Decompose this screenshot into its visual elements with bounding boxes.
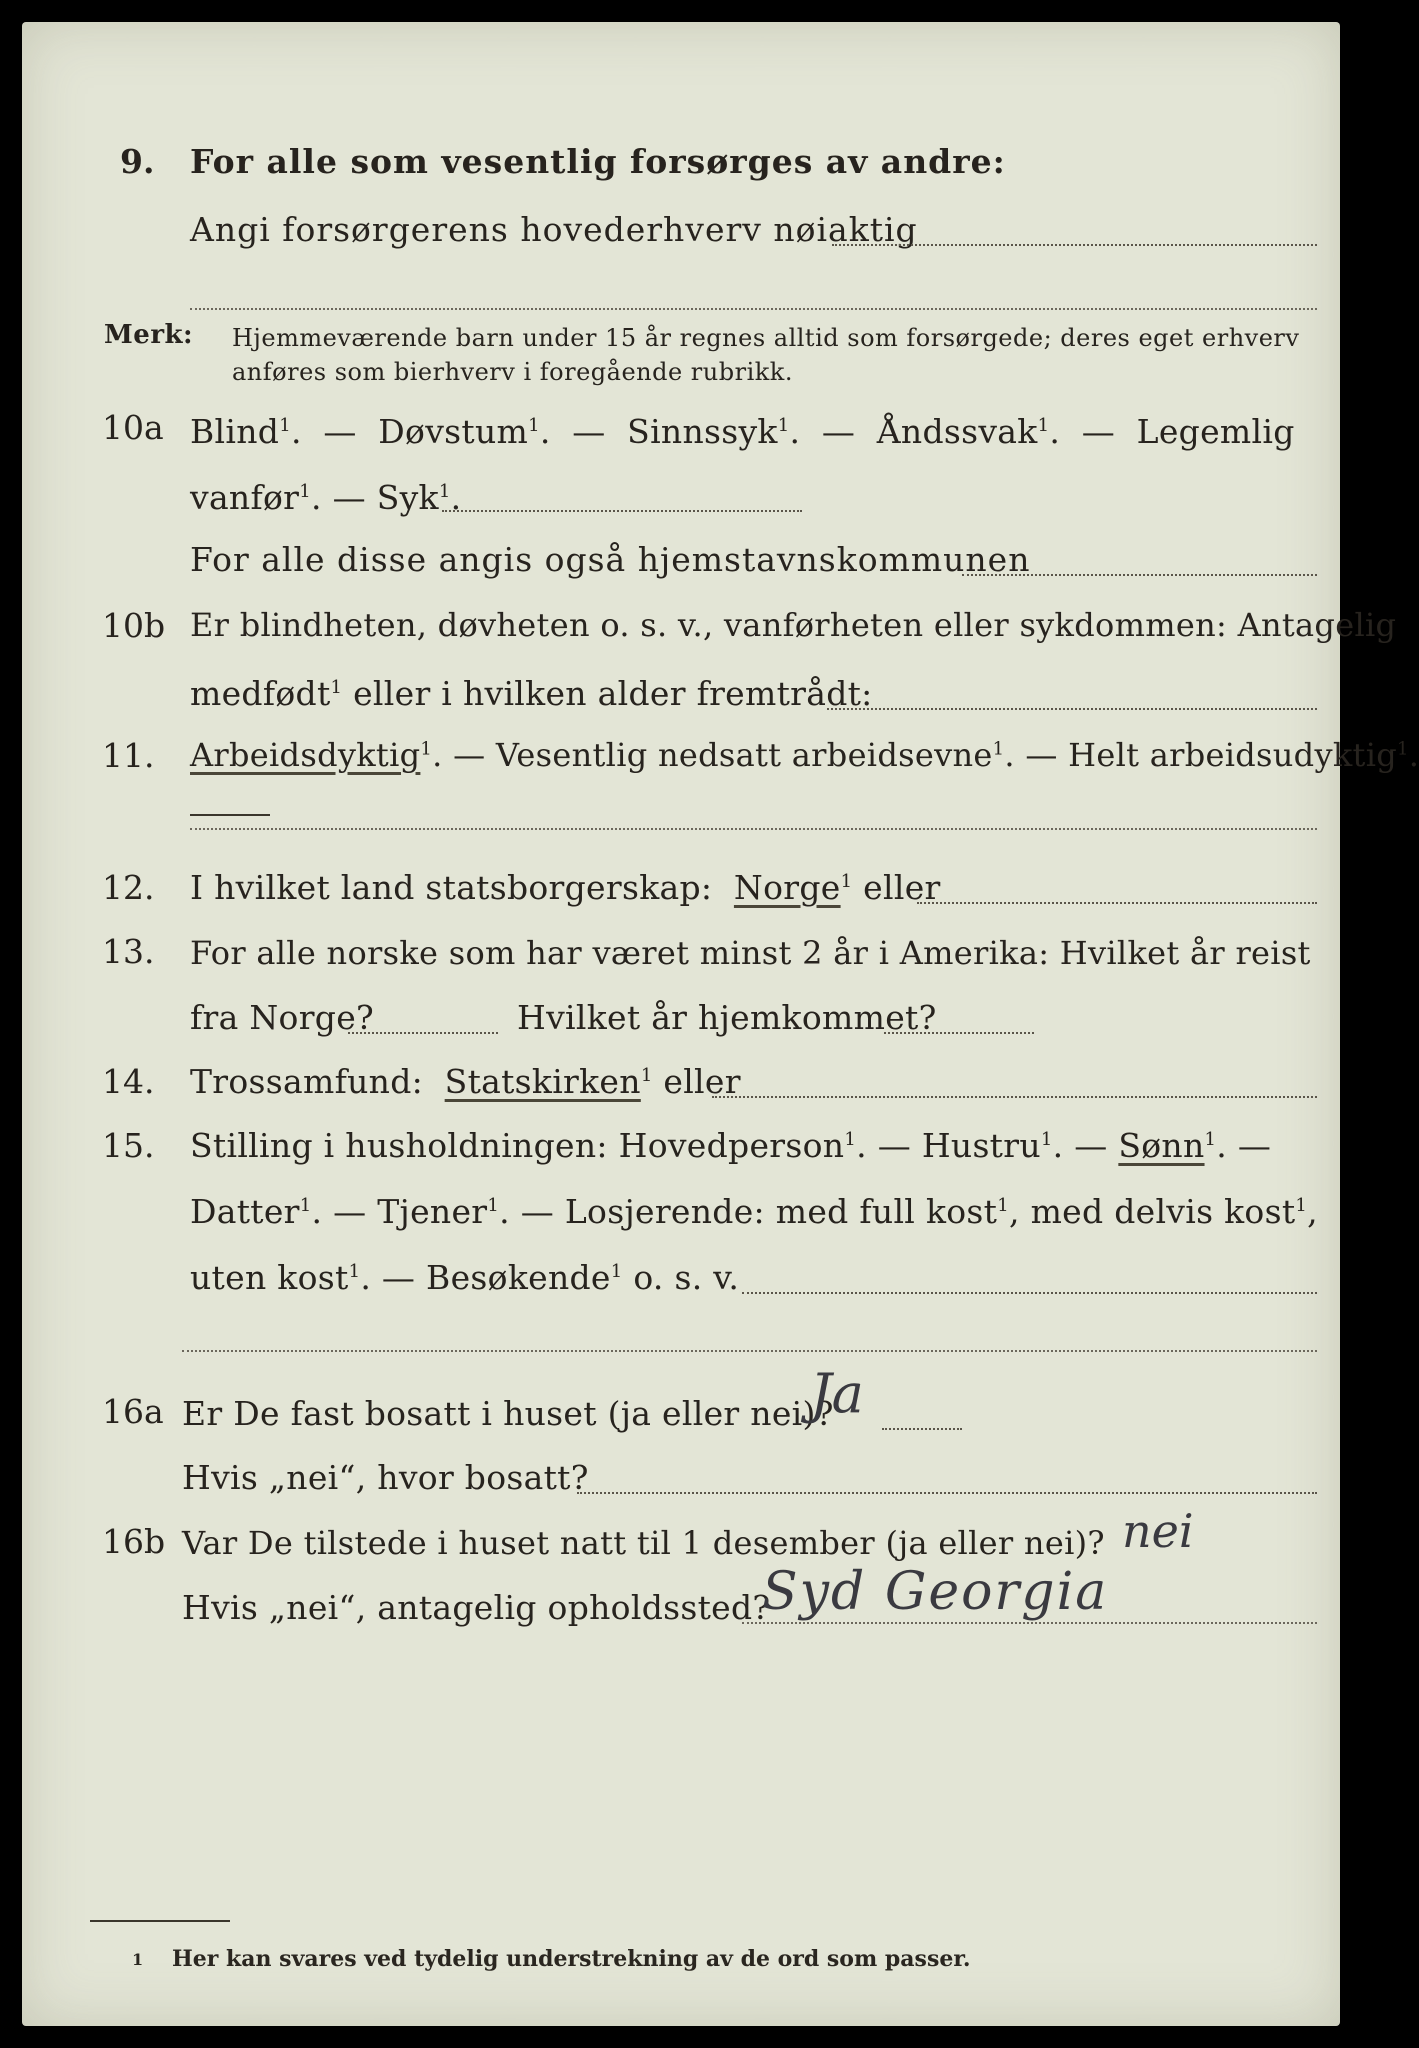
footnote-mark: 1 bbox=[132, 1950, 144, 1969]
q9-line1: For alle som vesentlig forsørges av andre: bbox=[190, 142, 1006, 181]
q10a-line1: Blind$^1$. — Døvstum$^1$. — Sinnssyk$^1$. — Åndssvak$^1$. — Legemlig bbox=[190, 412, 1295, 451]
q11-line: Arbeidsdyktig$^1$. — Vesentlig nedsatt arbeidsevne$^1$. — Helt arbeidsudyktig$^1$. bbox=[190, 736, 1419, 774]
q11-short-rule bbox=[190, 814, 270, 816]
q15-answer-line[interactable] bbox=[182, 1350, 1317, 1352]
q16b-handwritten-answer1: nei bbox=[1122, 1504, 1194, 1558]
q11-number: 11. bbox=[102, 736, 155, 775]
q13-line2b: Hvilket år hjemkommet? bbox=[517, 998, 937, 1037]
q10b-number: 10b bbox=[102, 606, 166, 645]
q9-answer-line[interactable] bbox=[190, 308, 1317, 310]
q12-fill-line[interactable] bbox=[917, 902, 1317, 904]
q13-hjemkommet-line[interactable] bbox=[884, 1032, 1034, 1034]
q10b-fill-line[interactable] bbox=[827, 708, 1317, 710]
q13-line2a: fra Norge? bbox=[190, 998, 375, 1037]
q10b-line2: medfødt$^1$ eller i hvilken alder fremtrådt: bbox=[190, 674, 873, 713]
q16b-line1: Var De tilstede i huset natt til 1 desember (ja eller nei)? bbox=[182, 1524, 1105, 1562]
q14-fill-line[interactable] bbox=[712, 1096, 1317, 1098]
q9-fill-line[interactable] bbox=[832, 244, 1317, 246]
q16b-line2: Hvis „nei“, antagelig opholdssted? bbox=[182, 1588, 771, 1627]
q16a-line2: Hvis „nei“, hvor bosatt? bbox=[182, 1458, 589, 1497]
merk-label: Merk: bbox=[104, 320, 194, 350]
q15-fill-line[interactable] bbox=[742, 1292, 1317, 1294]
q14-number: 14. bbox=[102, 1062, 155, 1101]
q9-line2: Angi forsørgerens hovederhverv nøiaktig bbox=[190, 210, 918, 249]
q13-number: 13. bbox=[102, 932, 155, 971]
q10a-number: 10a bbox=[102, 408, 164, 447]
q10a-hjemstavn-line[interactable] bbox=[962, 574, 1317, 576]
q13-reist-line[interactable] bbox=[348, 1032, 498, 1034]
q14-line: Trossamfund: Statskirken$^1$ eller bbox=[190, 1062, 741, 1101]
q15-line1: Stilling i husholdningen: Hovedperson$^1$. — Hustru$^1$. — Sønn$^1$. — bbox=[190, 1126, 1272, 1165]
merk-line2: anføres som bierhverv i foregående rubrikk. bbox=[232, 358, 793, 386]
q16a-number: 16a bbox=[102, 1392, 164, 1431]
q10b-line1: Er blindheten, døvheten o. s. v., vanførheten eller sykdommen: Antagelig bbox=[190, 606, 1397, 644]
q9-number: 9. bbox=[120, 142, 155, 181]
q10a-line3: For alle disse angis også hjemstavnskommunen bbox=[190, 540, 1031, 579]
q10a-fill-line[interactable] bbox=[442, 510, 802, 512]
footnote-rule bbox=[90, 1920, 230, 1922]
q15-line3: uten kost$^1$. — Besøkende$^1$ o. s. v. bbox=[190, 1258, 740, 1297]
q10a-line2: vanfør$^1$. — Syk$^1$. bbox=[190, 478, 462, 517]
q15-number: 15. bbox=[102, 1126, 155, 1165]
q12-number: 12. bbox=[102, 868, 155, 907]
footnote-text: Her kan svares ved tydelig understrekning av de ord som passer. bbox=[172, 1946, 971, 1972]
q12-line: I hvilket land statsborgerskap: Norge$^1$ eller bbox=[190, 868, 941, 907]
q16a-bosatt-line[interactable] bbox=[577, 1492, 1317, 1494]
q16b-handwritten-answer2: Syd Georgia bbox=[762, 1562, 1109, 1622]
merk-line1: Hjemmeværende barn under 15 år regnes alltid som forsørgede; deres eget erhverv bbox=[232, 324, 1300, 352]
q16a-fill-line[interactable] bbox=[882, 1428, 962, 1430]
q11-answer-line[interactable] bbox=[190, 828, 1317, 830]
q16b-opholdssted-line[interactable] bbox=[742, 1622, 1317, 1624]
q16a-line1: Er De fast bosatt i huset (ja eller nei)? bbox=[182, 1394, 834, 1433]
q13-line1: For alle norske som har været minst 2 år i Amerika: Hvilket år reist bbox=[190, 934, 1311, 972]
q15-line2: Datter$^1$. — Tjener$^1$. — Losjerende: med full kost$^1$, med delvis kost$^1$, bbox=[190, 1192, 1318, 1231]
form-page bbox=[22, 22, 1419, 2026]
q16a-handwritten-answer: Ja bbox=[810, 1362, 864, 1425]
q16b-number: 16b bbox=[102, 1522, 166, 1561]
